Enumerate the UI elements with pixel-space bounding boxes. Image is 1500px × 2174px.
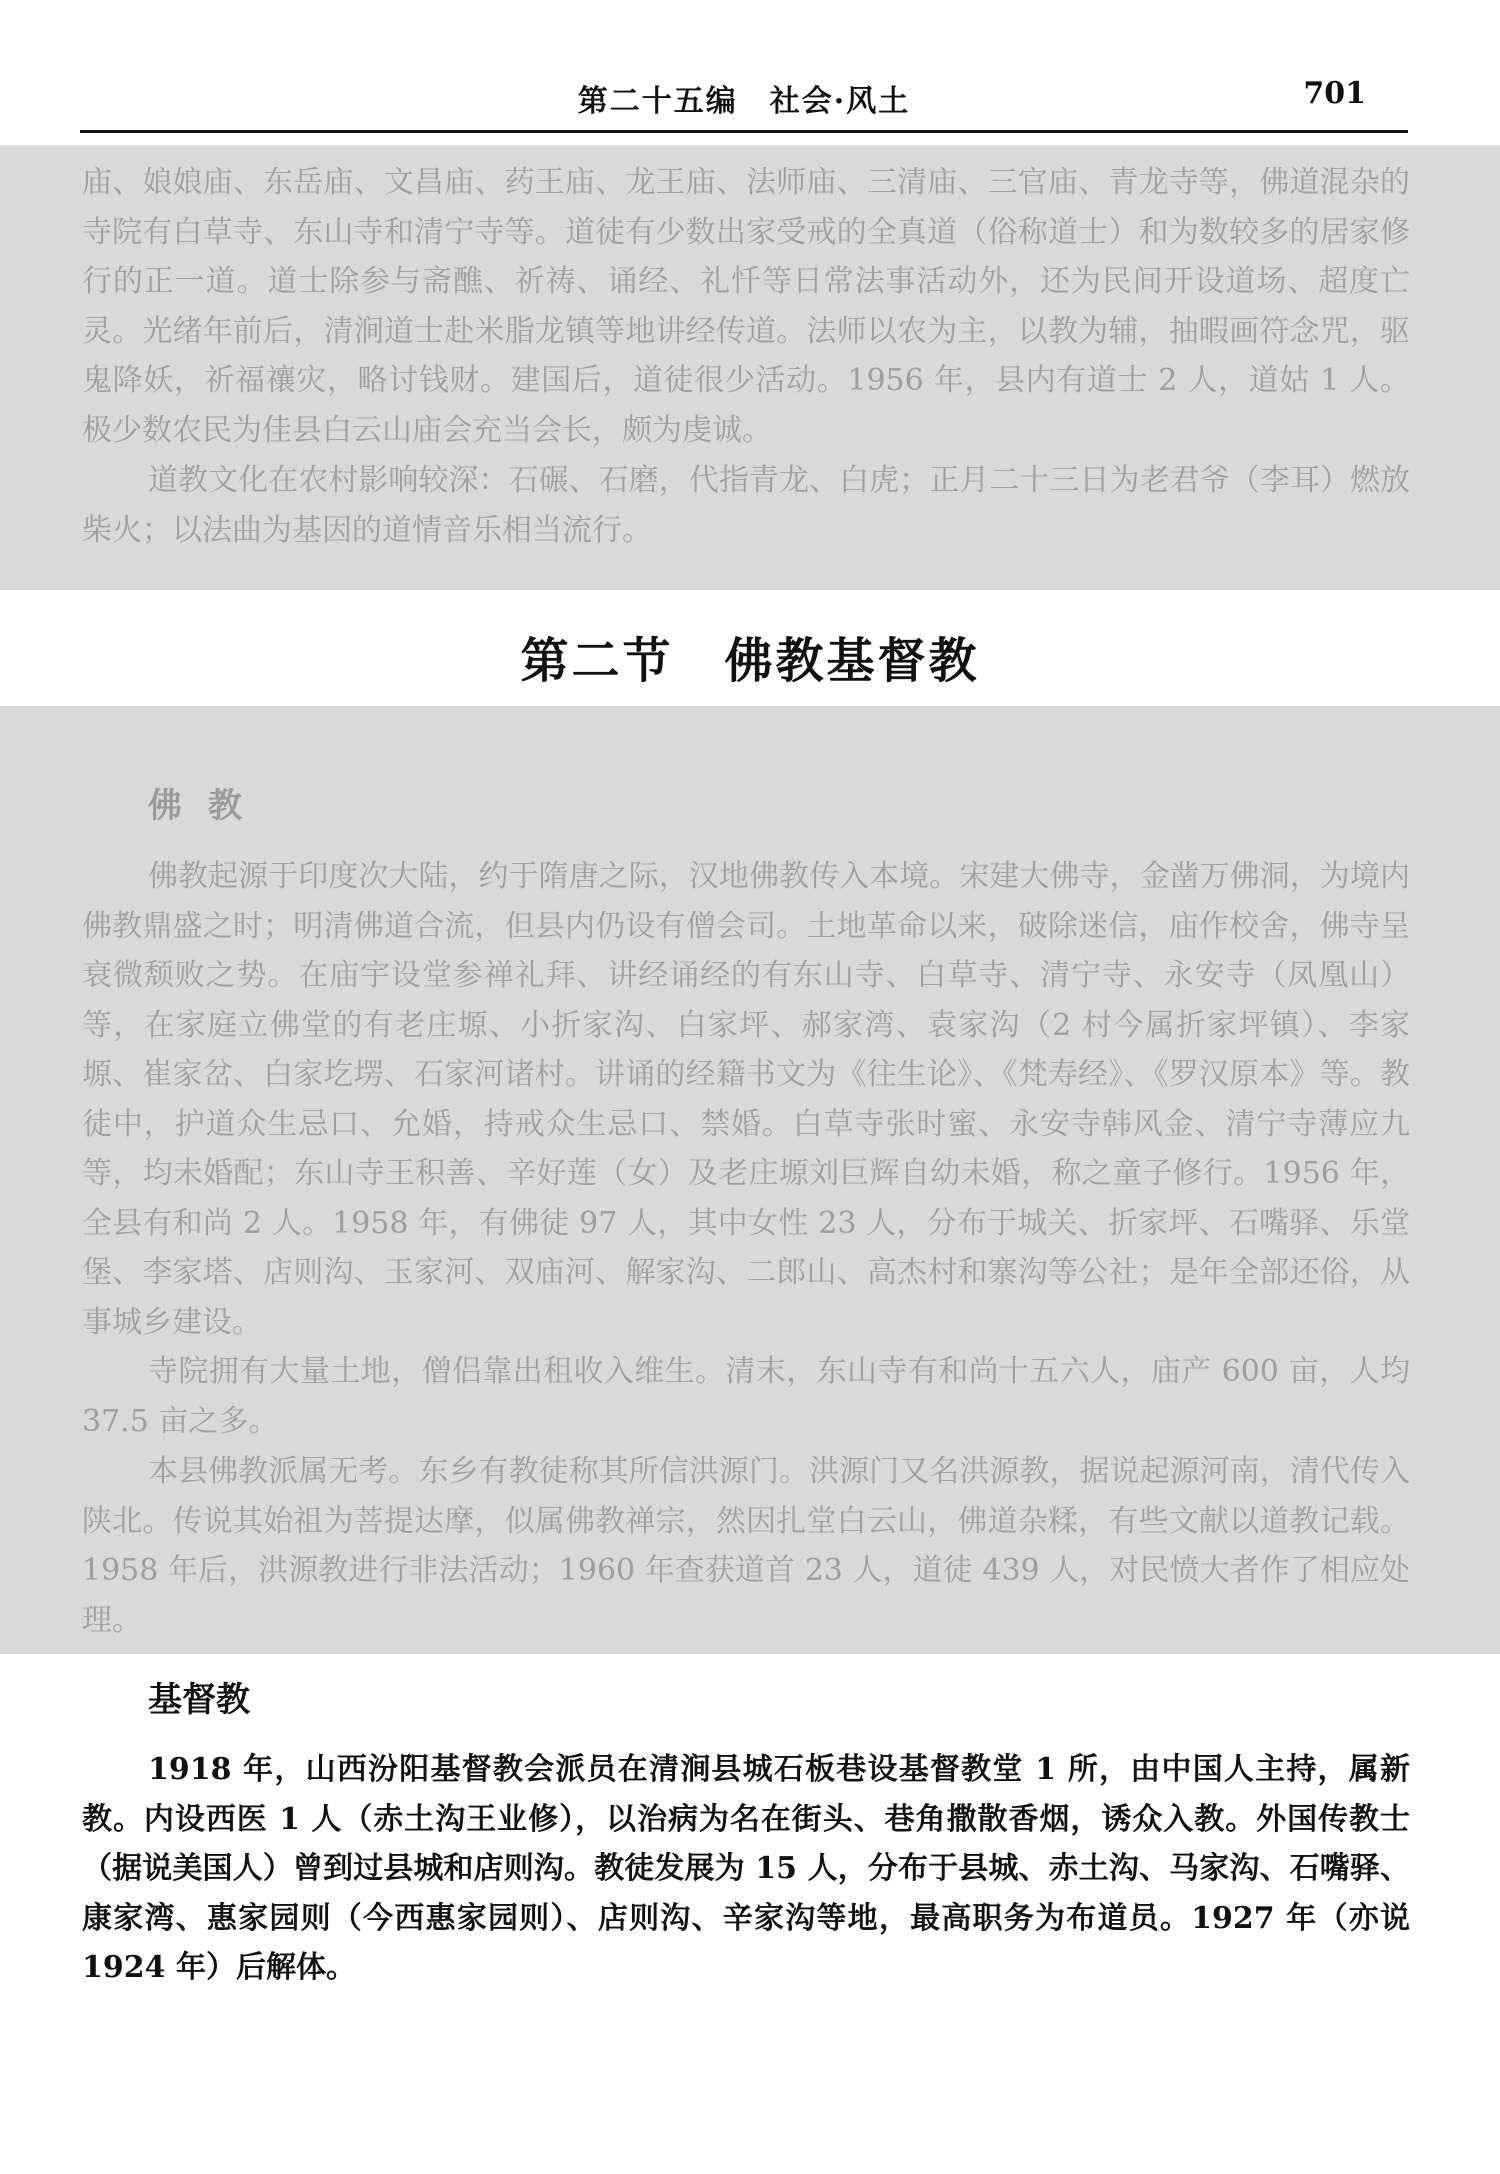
chapter-title: 第二十五编 社会·风土 bbox=[577, 84, 911, 119]
taoism-paragraph-2: 道教文化在农村影响较深：石碾、石磨，代指青龙、白虎；正月二十三日为老君爷（李耳）燃放柴火；以法曲为基因的道情音乐相当流行。 bbox=[82, 463, 1410, 548]
page-number: 701 bbox=[1303, 76, 1366, 111]
buddhism-paragraph-1: 佛教起源于印度次大陆，约于隋唐之际，汉地佛教传入本境。宋建大佛寺，金凿万佛洞，为境内佛教鼎盛之时；明清佛道合流，但县内仍设有僧会司。土地革命以来，破除迷信，庙作校舍，佛寺呈衰微颓败之势。在庙宇设堂参禅礼拜、讲经诵经的有东山寺、白草寺、清宁寺、永安寺（凤凰山）等，在家庭立佛堂的有老庄塬、小折家沟、白家坪、郝家湾、袁家沟（2 村今属折家坪镇）、李家塬、崔家岔、白家圪塄、石家河诸村。讲诵的经籍书文为《往生论》、《梵寿经》、《罗汉原本》等。教徒中，护道众生忌口、允婚，持戒众生忌口、禁婚。白草寺张时蜜、永安寺韩风金、清宁寺薄应九等，均未婚配；东山寺王积善、辛好莲（女）及老庄塬刘巨辉自幼未婚，称之童子修行。1956 年，全县有和尚 2 人。1958 年，有佛徒 97 人，其中女性 23 人，分布于城关、折家坪、石嘴驿、乐堂堡、李家塔、店则沟、玉家河、双庙河、解家沟、二郎山、高杰村和寨沟等公社；是年全部还俗，从事城乡建设。 bbox=[82, 859, 1410, 1340]
running-header bbox=[80, 68, 1408, 133]
christianity-heading: 基督教 bbox=[148, 1680, 250, 1720]
buddhism-paragraph-3: 本县佛教派属无考。东乡有教徒称其所信洪源门。洪源门又名洪源教，据说起源河南，清代传入陕北。传说其始祖为菩提达摩，似属佛教禅宗，然因扎堂白云山，佛道杂糅，有些文献以道教记载。1958 年后，洪源教进行非法活动；1960 年查获道首 23 人，道徒 439 人，对民愤大者作了相应处理。 bbox=[82, 1454, 1410, 1638]
section-title: 第二节 佛教基督教 bbox=[520, 633, 980, 689]
buddhism-heading: 佛教 bbox=[148, 786, 268, 826]
christianity-paragraph-1: 1918 年，山西汾阳基督教会派员在清涧县城石板巷设基督教堂 1 所，由中国人主持，属新教。内设西医 1 人（赤土沟王业修），以治病为名在街头、巷角撒散香烟，诱众入教。外国传教士（据说美国人）曾到过县城和店则沟。教徒发展为 15 人，分布于县城、赤土沟、马家沟、石嘴驿、康家湾、惠家园则（今西惠家园则）、店则沟、辛家沟等地，最高职务为布道员。1927 年（亦说 1924 年）后解体。 bbox=[82, 1752, 1410, 1985]
taoism-paragraph-1: 庙、娘娘庙、东岳庙、文昌庙、药王庙、龙王庙、法师庙、三清庙、三官庙、青龙寺等，佛道混杂的寺院有白草寺、东山寺和清宁寺等。道徒有少数出家受戒的全真道（俗称道士）和为数较多的居家修行的正一道。道士除参与斋醮、祈祷、诵经、礼忏等日常法事活动外，还为民间开设道场、超度亡灵。光绪年前后，清涧道士赴米脂龙镇等地讲经传道。法师以农为主，以教为辅，抽暇画符念咒，驱鬼降妖，祈福禳灾，略讨钱财。建国后，道徒很少活动。1956 年，县内有道士 2 人，道姑 1 人。极少数农民为佳县白云山庙会充当会长，颇为虔诚。 bbox=[82, 165, 1410, 448]
buddhism-paragraph-2: 寺院拥有大量土地，僧侣靠出租收入维生。清末，东山寺有和尚十五六人，庙产 600 亩，人均 37.5 亩之多。 bbox=[82, 1354, 1410, 1439]
